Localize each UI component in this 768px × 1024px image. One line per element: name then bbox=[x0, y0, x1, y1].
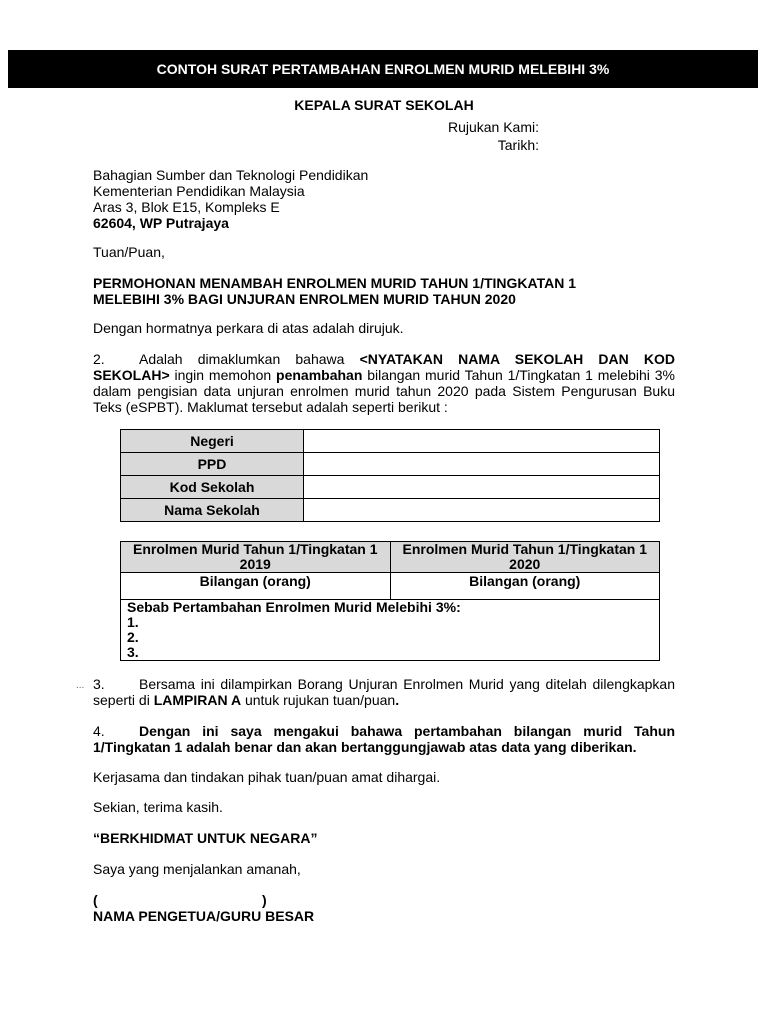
table-row bbox=[121, 430, 660, 453]
paragraph-text: bilangan murid Tahun 1/Tingkatan 1 melebihi 3% dalam pengisian data unjuran enrolmen murid tahun 2020 pada Sistem Pengurusan Buku Teks (eSPBT). Maklumat tersebut adalah seperti berikut : bbox=[93, 367, 675, 415]
paragraph-4 bbox=[93, 723, 675, 755]
paragraph-1: Dengan hormatnya perkara di atas adalah dirujuk. bbox=[93, 320, 404, 336]
table-row bbox=[121, 476, 660, 499]
enrolment-2019-header: Enrolmen Murid Tahun 1/Tingkatan 1 2019 bbox=[121, 542, 391, 573]
table-row bbox=[121, 499, 660, 522]
paragraph-number: 4. bbox=[93, 723, 105, 739]
closing-remark: Sekian, terima kasih. bbox=[93, 799, 223, 815]
paragraph-3 bbox=[93, 676, 675, 708]
table-row bbox=[121, 573, 660, 600]
ppd-value-cell bbox=[304, 453, 660, 476]
address-line: Bahagian Sumber dan Teknologi Pendidikan bbox=[93, 167, 369, 183]
reason-title: Sebab Pertambahan Enrolmen Murid Melebihi 3%: bbox=[127, 599, 461, 615]
date-label: Tarikh: bbox=[497, 137, 539, 153]
ppd-label: PPD bbox=[121, 453, 304, 476]
negeri-value-cell bbox=[304, 430, 660, 453]
school-name-value-cell bbox=[304, 499, 660, 522]
reason-item: 3. bbox=[127, 644, 139, 660]
enrolment-2020-header: Enrolmen Murid Tahun 1/Tingkatan 1 2020 bbox=[390, 542, 660, 573]
paragraph-period: . bbox=[395, 692, 400, 708]
table-row bbox=[121, 542, 660, 573]
paragraph-text: untuk rujukan tuan/puan bbox=[241, 692, 396, 708]
paragraph-5: Kerjasama dan tindakan pihak tuan/puan amat dihargai. bbox=[93, 769, 441, 785]
school-code-value-cell bbox=[304, 476, 660, 499]
reason-item: 2. bbox=[127, 629, 139, 645]
paragraph-number: 3. bbox=[93, 676, 105, 692]
negeri-label: Negeri bbox=[121, 430, 304, 453]
subject-line: PERMOHONAN MENAMBAH ENROLMEN MURID TAHUN 1/TINGKATAN 1 bbox=[93, 275, 576, 291]
school-placeholder: <NYATAKAN NAMA SEKOLAH DAN KOD SEKOLAH> bbox=[93, 351, 675, 383]
signoff-line: Saya yang menjalankan amanah, bbox=[93, 861, 301, 877]
subject-line: MELEBIHI 3% BAGI UNJURAN ENROLMEN MURID TAHUN 2020 bbox=[93, 291, 516, 307]
address-line: 62604, WP Putrajaya bbox=[93, 215, 229, 231]
table-row bbox=[121, 600, 660, 661]
enrolment-2020-count-label: Bilangan (orang) bbox=[390, 573, 660, 600]
paragraph-text: Adalah dimaklumkan bahawa bbox=[139, 351, 360, 367]
address-line: Aras 3, Blok E15, Kompleks E bbox=[93, 199, 280, 215]
address-line: Kementerian Pendidikan Malaysia bbox=[93, 183, 305, 199]
reference-label: Rujukan Kami: bbox=[447, 119, 539, 135]
enrolment-table bbox=[120, 541, 660, 661]
recipient-address bbox=[93, 167, 675, 231]
school-info-table bbox=[120, 429, 660, 522]
salutation: Tuan/Puan, bbox=[93, 244, 165, 260]
signature-close-bracket: ) bbox=[262, 892, 267, 908]
paragraph-text: Dengan ini saya mengakui bahawa pertambahan bilangan murid Tahun 1/Tingkatan 1 adalah benar dan akan bertanggungjawab atas data yang diberikan. bbox=[93, 723, 675, 755]
reason-item: 1. bbox=[127, 614, 139, 630]
paragraph-number: 2. bbox=[93, 351, 105, 367]
margin-dots: ... bbox=[76, 680, 85, 691]
letterhead-title: KEPALA SURAT SEKOLAH bbox=[294, 97, 474, 113]
motto: “BERKHIDMAT UNTUK NEGARA” bbox=[93, 830, 318, 846]
paragraph-text: ingin memohon bbox=[169, 367, 277, 383]
table-row bbox=[121, 453, 660, 476]
paragraph-text: Bersama ini dilampirkan Borang Unjuran Enrolmen Murid yang ditelah dilengkapkan seperti di bbox=[93, 676, 675, 708]
signatory-title: NAMA PENGETUA/GURU BESAR bbox=[93, 908, 315, 924]
emphasis-text: penambahan bbox=[276, 367, 363, 383]
paragraph-2 bbox=[93, 351, 675, 415]
attachment-reference: LAMPIRAN A bbox=[153, 692, 242, 708]
signature-open-bracket: ( bbox=[93, 892, 98, 908]
school-name-label: Nama Sekolah bbox=[121, 499, 304, 522]
increase-reason-cell bbox=[121, 600, 660, 661]
enrolment-2019-count-label: Bilangan (orang) bbox=[121, 573, 391, 600]
subject-heading bbox=[93, 275, 675, 307]
document-banner-title: CONTOH SURAT PERTAMBAHAN ENROLMEN MURID MELEBIHI 3% bbox=[8, 50, 758, 88]
school-code-label: Kod Sekolah bbox=[121, 476, 304, 499]
